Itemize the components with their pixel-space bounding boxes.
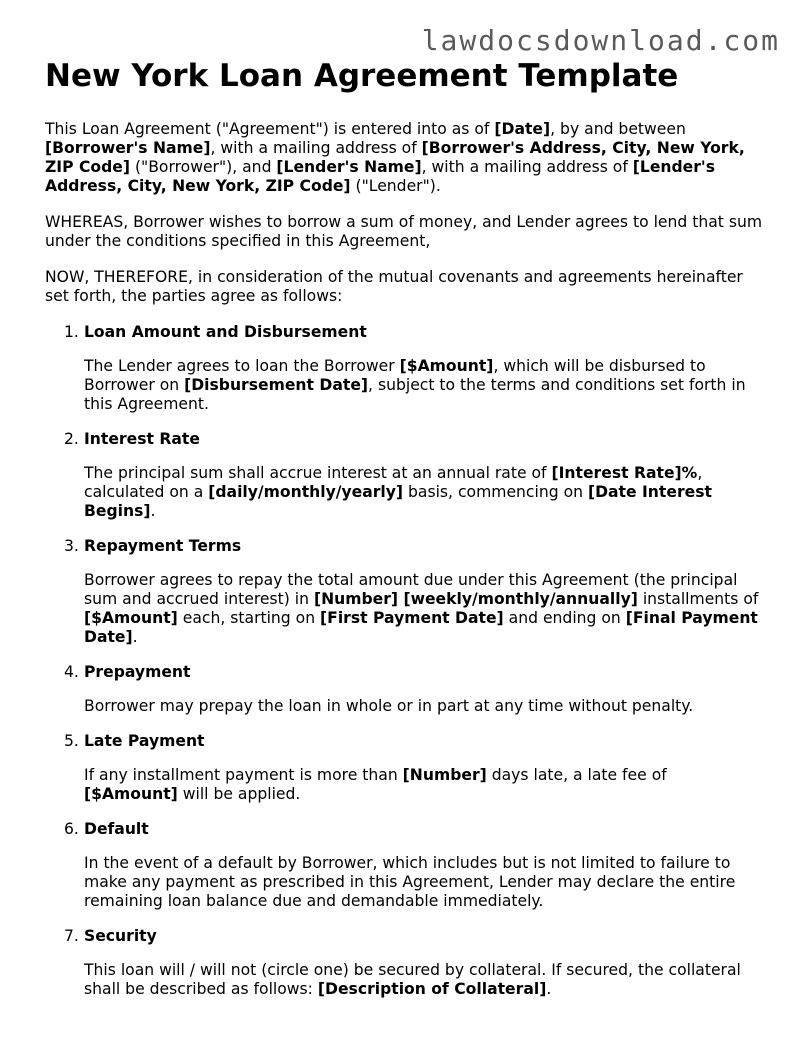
section-body: In the event of a default by Borrower, which includes but is not limited to failure to make any payment as prescribed in this Agreement, Lender may declare the entire remaining loan balance due and demandable immediately. xyxy=(84,854,736,910)
section-number: 6. xyxy=(64,820,79,838)
page-title: New York Loan Agreement Template xyxy=(45,58,679,94)
intro-text: This Loan Agreement ("Agreement") is entered into as of xyxy=(45,120,495,138)
collateral-placeholder: [Description of Collateral] xyxy=(317,980,547,998)
section-title: Interest Rate xyxy=(84,430,200,448)
section-title: Late Payment xyxy=(84,732,205,750)
intro-text: , by and between xyxy=(550,120,686,138)
section-text: This loan will / will not (circle one) be secured by collateral. If secured, the collateral shall be described as follows: xyxy=(84,961,741,998)
first-payment-date-placeholder: [First Payment Date] xyxy=(320,609,504,627)
section-text: The Lender agrees to loan the Borrower xyxy=(84,357,400,375)
section-body xyxy=(84,766,765,804)
interest-start-date-placeholder: [Date Interest Begins] xyxy=(84,483,712,520)
section-interest-rate xyxy=(45,430,765,521)
section-prepayment xyxy=(45,663,765,716)
watermark-text: lawdocsdownload.com xyxy=(421,24,780,57)
section-text: The principal sum shall accrue interest at an annual rate of xyxy=(84,464,552,482)
section-text: , subject to the terms and conditions set forth in this Agreement. xyxy=(84,376,746,413)
borrower-name-placeholder: [Borrower's Name] xyxy=(45,139,211,157)
section-text: and ending on xyxy=(503,609,626,627)
intro-text: ("Lender"). xyxy=(350,177,441,195)
interest-rate-placeholder: [Interest Rate]% xyxy=(551,464,698,482)
intro-text: , with a mailing address of xyxy=(421,158,633,176)
section-loan-amount xyxy=(45,323,765,414)
section-text: days late, a late fee of xyxy=(486,766,667,784)
document-page xyxy=(45,56,765,1015)
now-therefore-paragraph: NOW, THEREFORE, in consideration of the mutual covenants and agreements hereinafter set forth, the parties agree as follows: xyxy=(45,268,743,305)
late-fee-placeholder: [$Amount] xyxy=(84,785,178,803)
final-payment-date-placeholder: [Final Payment Date] xyxy=(84,609,758,646)
section-text: If any installment payment is more than xyxy=(84,766,403,784)
section-number: 4. xyxy=(64,663,79,681)
intro-paragraph xyxy=(45,120,765,196)
section-number: 7. xyxy=(64,927,79,945)
amount-placeholder: [$Amount] xyxy=(84,609,178,627)
section-number: 5. xyxy=(64,732,79,750)
lender-address-placeholder: [Lender's Address, City, New York, ZIP Code] xyxy=(45,158,715,195)
section-body xyxy=(84,961,765,999)
section-default xyxy=(45,820,765,911)
section-title: Loan Amount and Disbursement xyxy=(84,323,367,341)
section-repayment-terms xyxy=(45,537,765,647)
section-text: Borrower agrees to repay the total amount due under this Agreement (the principal sum and accrued interest) in xyxy=(84,571,738,608)
section-body xyxy=(84,571,765,647)
section-text: . xyxy=(132,628,138,646)
section-text: installments of xyxy=(637,590,759,608)
section-number: 1. xyxy=(64,323,79,341)
section-text: will be applied. xyxy=(177,785,301,803)
intro-text: ("Borrower"), and xyxy=(130,158,277,176)
section-body xyxy=(84,357,765,414)
section-number: 3. xyxy=(64,537,79,555)
section-late-payment xyxy=(45,732,765,804)
amount-placeholder: [$Amount] xyxy=(399,357,494,375)
section-text: , which will be disbursed to Borrower on xyxy=(84,357,706,394)
section-body: Borrower may prepay the loan in whole or in part at any time without penalty. xyxy=(84,697,694,715)
section-title: Repayment Terms xyxy=(84,537,242,555)
days-placeholder: [Number] xyxy=(402,766,487,784)
section-number: 2. xyxy=(64,430,79,448)
section-title: Default xyxy=(84,820,149,838)
installment-count-placeholder: [Number] [weekly/monthly/annually] xyxy=(313,590,638,608)
lender-name-placeholder: [Lender's Name] xyxy=(276,158,422,176)
sections-list xyxy=(45,323,765,999)
section-title: Security xyxy=(84,927,157,945)
disbursement-date-placeholder: [Disbursement Date] xyxy=(184,376,369,394)
whereas-paragraph: WHEREAS, Borrower wishes to borrow a sum of money, and Lender agrees to lend that sum under the conditions specified in this Agreement, xyxy=(45,213,763,250)
frequency-placeholder: [daily/monthly/yearly] xyxy=(208,483,404,501)
section-security xyxy=(45,927,765,999)
section-text: . xyxy=(546,980,552,998)
section-title: Prepayment xyxy=(84,663,191,681)
section-text: each, starting on xyxy=(177,609,321,627)
section-text: , calculated on a xyxy=(84,464,703,501)
section-text: . xyxy=(150,502,156,520)
section-body xyxy=(84,464,765,521)
intro-text: , with a mailing address of xyxy=(210,139,422,157)
section-text: basis, commencing on xyxy=(403,483,588,501)
date-placeholder: [Date] xyxy=(494,120,551,138)
borrower-address-placeholder: [Borrower's Address, City, New York, ZIP Code] xyxy=(45,139,745,176)
